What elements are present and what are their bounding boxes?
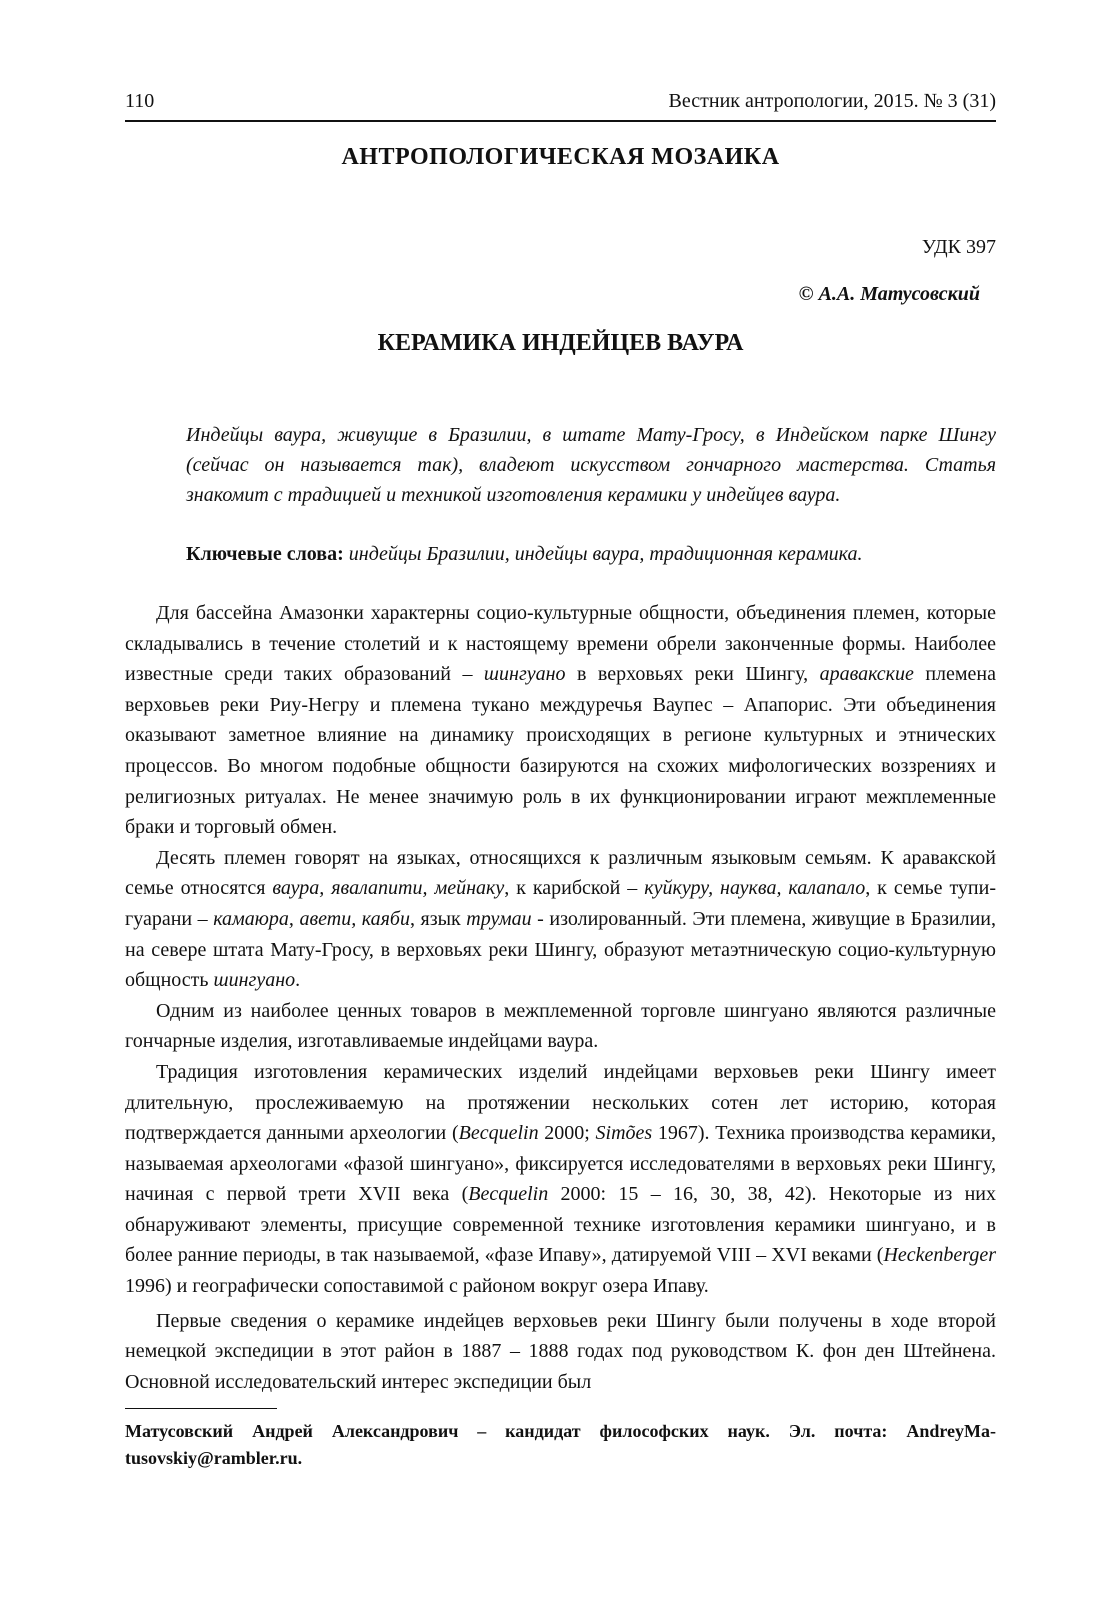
article-body [125, 598, 996, 1397]
header-rule [125, 120, 996, 122]
udc-code: УДК 397 [921, 236, 996, 258]
body-paragraph-4: Традиция изготовления керамических изделий индейцами верховьев реки Шингу имеет длительную, прослеживаемую на протяжении нескольких сотен лет историю, которая подтверждается данными археологии (Becquelin 2000; Simões 1967). Техника производства керамики, называемая археологами «фазой шингуано», фиксируется исследователями в верховьях реки Шингу, начиная с первой трети XVII века (Becquelin 2000: 15 – 16, 30, 38, 42). Некоторые из них обнаруживают элементы, присущие современной технике изготовления керамики шингуано, и в более ранние периоды, в так называемой, «фазе Ипаву», датируемой VIII – XVI веками (Heckenberger 1996) и географически сопоставимой с районом вокруг озера Ипаву. [125, 1060, 997, 1298]
author-footnote: Матусовский Андрей Александрович – кандидат философских наук. Эл. почта: AndreyMatusovskiy@rambler.ru. [125, 1421, 996, 1468]
body-paragraph-2: Десять племен говорят на языках, относящихся к различным языковым семьям. К аравакской семье относятся ваура, явалапити, мейнаку, к карибской – куйкуру, науква, калапало, к семье тупи-гуарани – камаюра, авети, каяби, язык трумаи - изолированный. Эти племена, живущие в Бразилии, на севере штата Мату-Гросу, в верховьях реки Шингу, образуют метаэтническую социо-культурную общность шингуано. [125, 846, 997, 992]
body-paragraph-5: Первые сведения о керамике индейцев верховьев реки Шингу были получены в ходе второй немецкой экспедиции в этот район в 1887 – 1888 годах под руководством К. фон ден Штейнена. Основной исследовательский интерес экспедиции был [125, 1309, 996, 1393]
abstract: Индейцы ваура, живущие в Бразилии, в штате Мату-Гросу, в Индейском парке Шингу (сейчас он называется так), владеют искусством гончарного мастерства. Статья знакомит с традицией и техникой изготовления керамики у индейцев ваура. [186, 424, 996, 506]
body-paragraph-3: Одним из наиболее ценных товаров в межплеменной торговле шингуано являются различные гончарные изделия, изготавливаемые индейцами ваура. [125, 999, 996, 1053]
keywords [186, 540, 996, 568]
footnote-rule [125, 1408, 277, 1409]
page-number: 110 [125, 90, 155, 112]
keywords-text: индейцы Бразилии, индейцы ваура, традиционная керамика. [348, 543, 863, 565]
body-paragraph-1: Для бассейна Амазонки характерны социо-культурные общности, объединения племен, которые складывались в течение столетий и к настоящему времени обрели законченные формы. Наиболее известные среди таких образований – шингуано в верховьях реки Шингу, аравакские племена верховьев реки Риу-Негру и племена тукано междуречья Ваупес – Апапорис. Эти объединения оказывают заметное влияние на динамику происходящих в регионе культурных и этнических процессов. Во многом подобные общности базируются на схожих мифологических воззрениях и религиозных ритуалах. Не менее значимую роль в их функционировании играют межплеменные браки и торговый обмен. [125, 602, 996, 839]
journal-citation: Вестник антропологии, 2015. № 3 (31) [668, 90, 996, 112]
section-title: АНТРОПОЛОГИЧЕСКАЯ МОЗАИКА [341, 144, 780, 170]
author-copyright: © А.А. Матусовский [798, 283, 980, 305]
article-title: КЕРАМИКА ИНДЕЙЦЕВ ВАУРА [377, 330, 744, 356]
keywords-label: Ключевые слова: [186, 543, 344, 565]
